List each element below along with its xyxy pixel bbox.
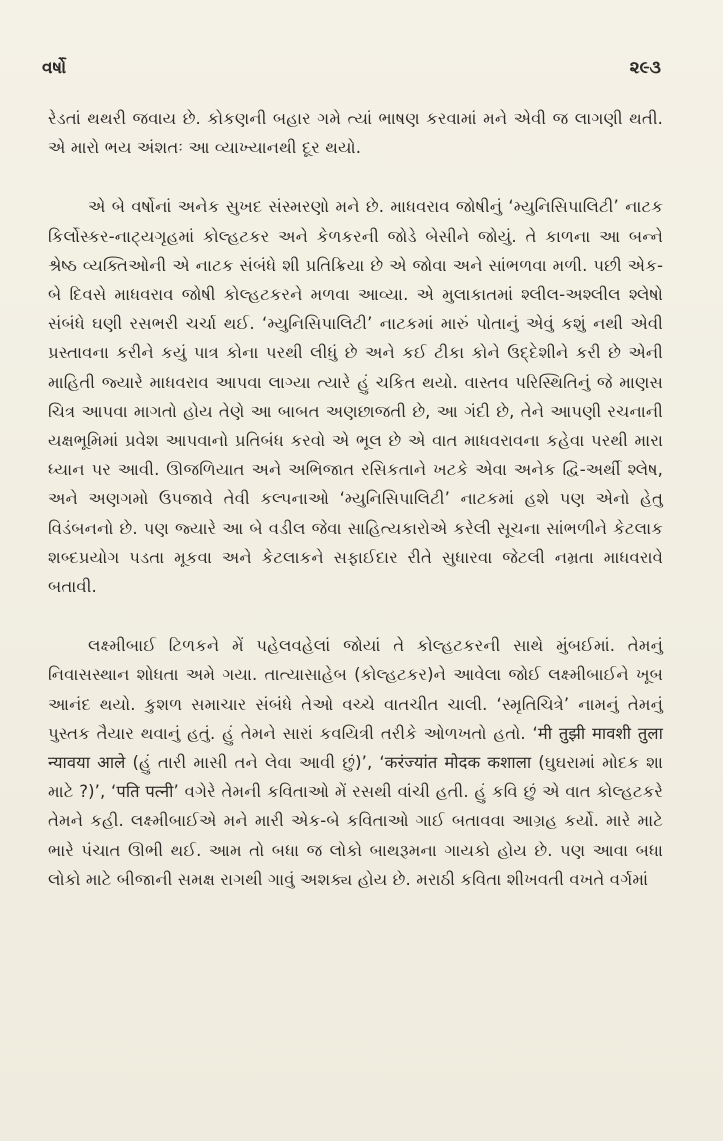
paragraph-2: એ બે વર્ષોનાં અનેક સુખદ સંસ્મરણો મને છે. માધવરાવ જોષીનું ‘મ્યુનિસિપાલિટી’ નાટક કિર્લોસ્કર-નાટ્યગૃહમાં કોલ્હટકર અને કેળકરની જોડે બેસીને જોયું. તે કાળના આ બન્ને શ્રેષ્ઠ વ્યક્તિઓની એ નાટક સંબંધે શી પ્રતિક્રિયા છે એ જોવા અને સાંભળવા મળી. પછી એક-બે દિવસે માધવરાવ જોષી કોલ્હટકરને મળવા આવ્યા. એ મુલાકાતમાં શ્લીલ-અશ્લીલ શ્લેષો સંબંધે ઘણી રસભરી ચર્ચા થઈ. ‘મ્યુનિસિપાલિટી’ નાટકમાં મારું પોતાનું એવું કશું નથી એવી પ્રસ્તાવના કરીને કયું પાત્ર કોના પરથી લીધું છે અને કઈ ટીકા કોને ઉદ્દેશીને કરી છે એની માહિતી જ્યારે માધવરાવ આપવા લાગ્યા ત્યારે હું ચકિત થયો. વાસ્તવ પરિસ્થિતિનું જે માણસ ચિત્ર આપવા માગતો હોય તેણે આ બાબત અણછાજતી છે, આ ગંદી છે, તેને આપણી રચનાની યક્ષભૂમિમાં પ્રવેશ આપવાનો પ્રતિબંધ કરવો એ ભૂલ છે એ વાત માધવરાવના કહેવા પરથી મારા ધ્યાન પર આવી. ઊજળિયાત અને અભિજાત રસિકતાને ખટકે એવા અનેક દ્વિ-અર્થી શ્લેષ, અને અણગમો ઉપજાવે તેવી કલ્પનાઓ ‘મ્યુનિસિપાલિટી’ નાટકમાં હશે પણ એનો હેતુ વિડંબનનો છે. પણ જ્યારે આ બે વડીલ જેવા સાહિત્યકારોએ કરેલી સૂચના સાંભળીને કેટલાક શબ્દપ્રયોગ પડતા મૂકવા અને કેટલાકને સફાઈદાર રીતે સુધારવા જેટલી નમ્રતા માધવરાવે બતાવી. [48,197,663,597]
paragraph-1: રેડતાં થથરી જવાય છે. કોકણની બહાર ગમે ત્યાં ભાષણ કરવામાં મને એવી જ લાગણી થતી. એ મારો ભય અંશતઃ આ વ્યાખ્યાનથી દૂર થયો. [48,109,663,158]
page-number: ૨૯૩ [629,58,661,78]
paragraph-3: લક્ષ્મીબાઈ ટિળકને મેં પહેલવહેલાં જોયાં તે કોલ્હટકરની સાથે મુંબઈમાં. તેમનું નિવાસસ્થાન શોધતા અમે ગયા. તાત્યાસાહેબ (કોલ્હટકર)ને આવેલા જોઈ લક્ષ્મીબાઈને ખૂબ આનંદ થયો. કુશળ સમાચાર સંબંધે તેઓ વચ્ચે વાતચીત ચાલી. ‘સ્મૃતિચિત્રે’ નામનું તેમનું પુસ્તક તૈયાર થવાનું હતું. હું તેમને સારાં કવયિત્રી તરીકે ઓળખતો હતો. ‘मी तुझी मावशी तुला न्यावया आले (હું તારી માસી તને લેવા આવી છું)’, ‘करंज्यांत मोदक कशाला (ઘુઘરામાં મોદક શા માટે ?)’, ‘पति पत्नी’ વગેરે તેમની કવિતાઓ મેં રસથી વાંચી હતી. હું કવિ છું એ વાત કોલ્હટકરે તેમને કહી. લક્ષ્મીબાઈએ મને મારી એક-બે કવિતાઓ ગાઈ બતાવવા આગ્રહ કર્યો. મારે માટે ભારે પંચાત ઊભી થઈ. આમ તો બધા જ લોકો બાથરૂમના ગાયકો હોય છે. પણ આવા બધા લોકો માટે બીજાની સમક્ષ રાગથી ગાવું અશક્ય હોય છે. મરાઠી કવિતા શીખવતી વખતે વર્ગમાં [48,636,663,889]
chapter-title: વર્ષો [42,58,67,78]
running-header [42,58,663,98]
